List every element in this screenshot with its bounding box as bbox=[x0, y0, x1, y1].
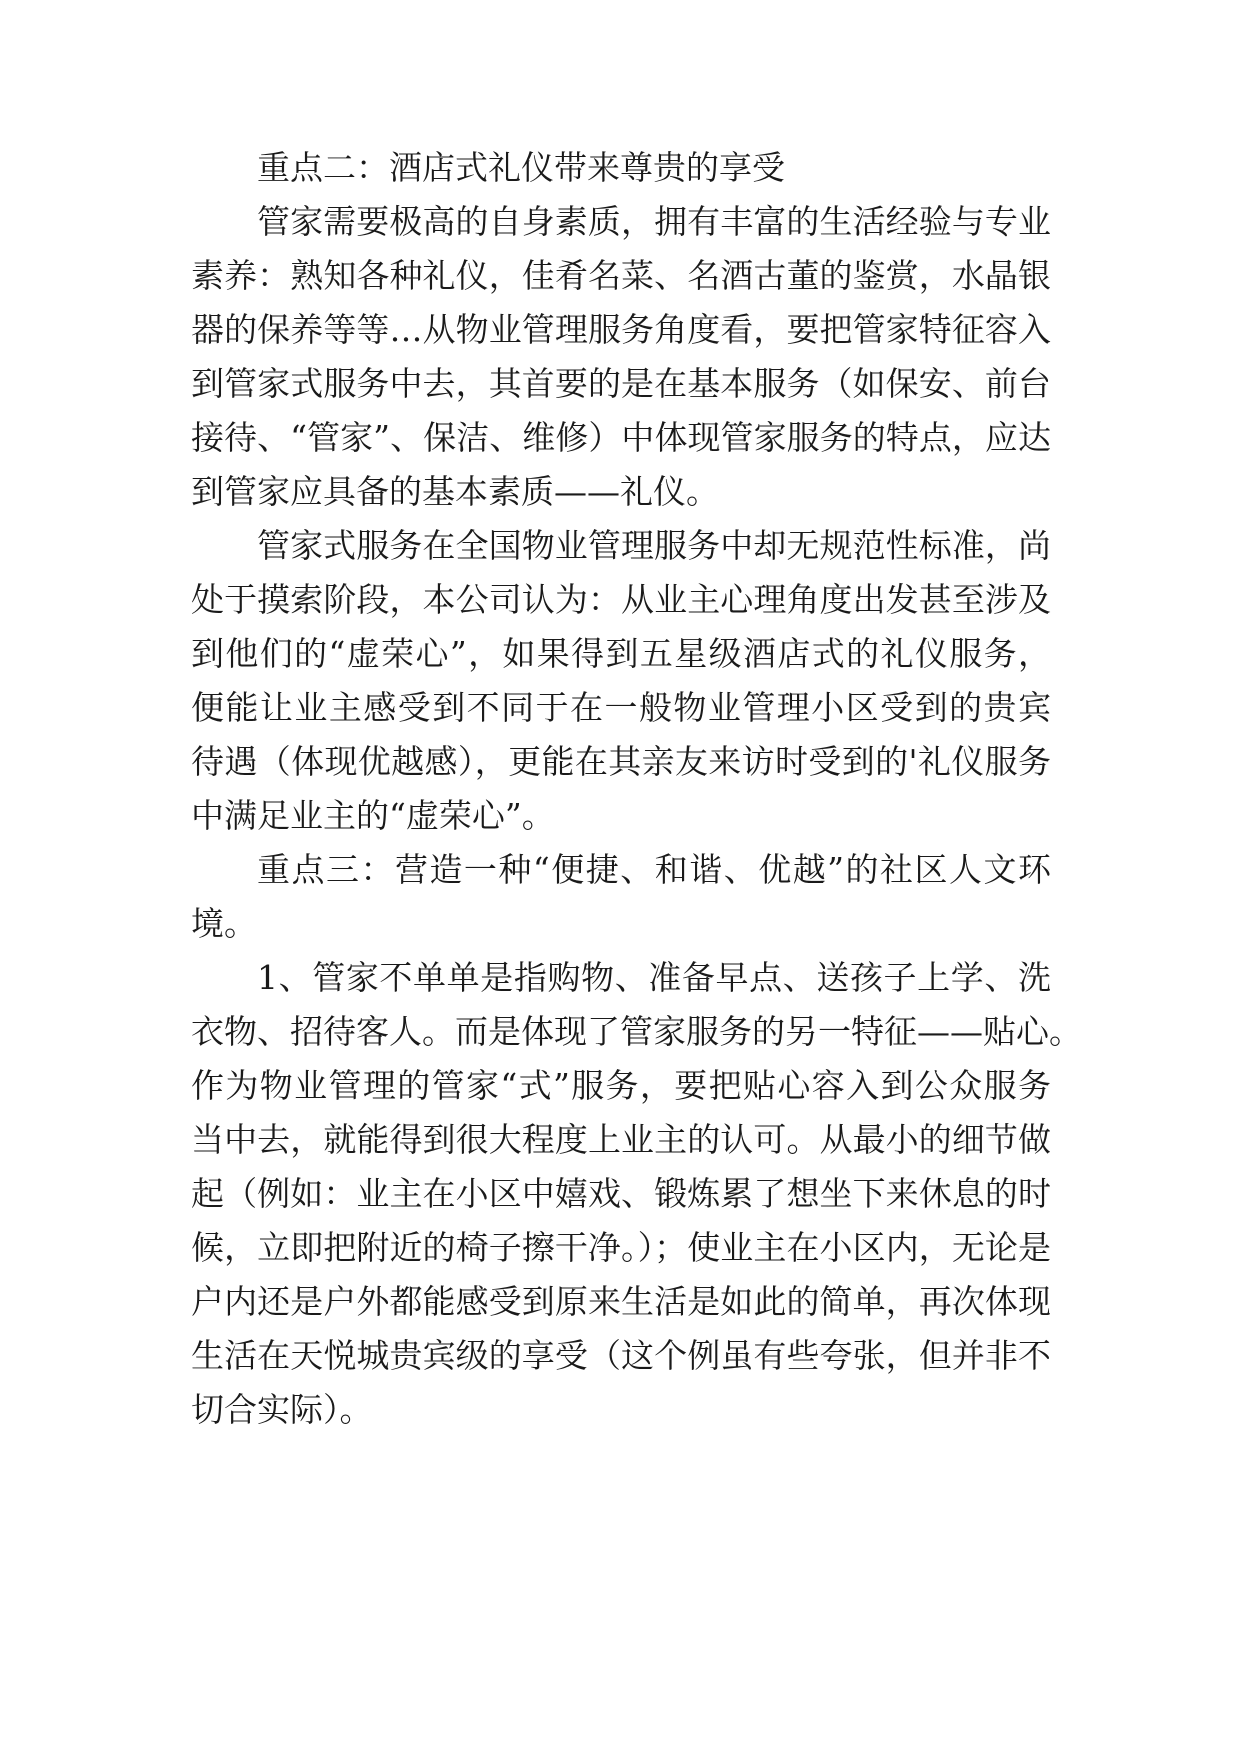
paragraph-line: 到管家应具备的基本素质——礼仪。 bbox=[191, 472, 719, 511]
paragraph-line: 中满足业主的“虚荣心”。 bbox=[191, 796, 555, 835]
paragraph-line: 境。 bbox=[191, 904, 257, 943]
paragraph-line: 作为物业管理的管家“式”服务，要把贴心容入到公众服务 bbox=[191, 1066, 1051, 1105]
paragraph-line: 当中去，就能得到很大程度上业主的认可。从最小的细节做 bbox=[191, 1120, 1051, 1159]
paragraph-line: 器的保养等等…从物业管理服务角度看，要把管家特征容入 bbox=[191, 310, 1051, 349]
paragraph-line: 到他们的“虚荣心”，如果得到五星级酒店式的礼仪服务， bbox=[191, 634, 1051, 673]
heading-point-two: 重点二：酒店式礼仪带来尊贵的享受 bbox=[257, 148, 785, 187]
paragraph-line: 生活在天悦城贵宾级的享受（这个例虽有些夸张，但并非不 bbox=[191, 1336, 1051, 1375]
paragraph-line: 候，立即把附近的椅子擦干净。）；使业主在小区内，无论是 bbox=[191, 1228, 1051, 1267]
heading-point-three: 重点三：营造一种“便捷、和谐、优越”的社区人文环 bbox=[257, 850, 1051, 889]
paragraph-line: 1、管家不单单是指购物、准备早点、送孩子上学、洗 bbox=[257, 958, 1051, 997]
paragraph-line: 起（例如：业主在小区中嬉戏、锻炼累了想坐下来休息的时 bbox=[191, 1174, 1051, 1213]
paragraph-line: 户内还是户外都能感受到原来生活是如此的简单，再次体现 bbox=[191, 1282, 1051, 1321]
paragraph-line: 到管家式服务中去，其首要的是在基本服务（如保安、前台 bbox=[191, 364, 1051, 403]
paragraph-line: 管家需要极高的自身素质，拥有丰富的生活经验与专业 bbox=[257, 202, 1051, 241]
paragraph-line: 管家式服务在全国物业管理服务中却无规范性标准，尚 bbox=[257, 526, 1051, 565]
paragraph-line: 接待、“管家”、保洁、维修）中体现管家服务的特点，应达 bbox=[191, 418, 1051, 457]
paragraph-line: 衣物、招待客人。而是体现了管家服务的另一特征——贴心。 bbox=[191, 1012, 1082, 1051]
paragraph-line: 切合实际）。 bbox=[191, 1390, 373, 1429]
paragraph-line: 便能让业主感受到不同于在一般物业管理小区受到的贵宾 bbox=[191, 688, 1051, 727]
paragraph-line: 处于摸索阶段，本公司认为：从业主心理角度出发甚至涉及 bbox=[191, 580, 1051, 619]
paragraph-line: 素养：熟知各种礼仪，佳肴名菜、名酒古董的鉴赏，水晶银 bbox=[191, 256, 1051, 295]
paragraph-line: 待遇（体现优越感），更能在其亲友来访时受到的'礼仪服务 bbox=[191, 742, 1051, 781]
